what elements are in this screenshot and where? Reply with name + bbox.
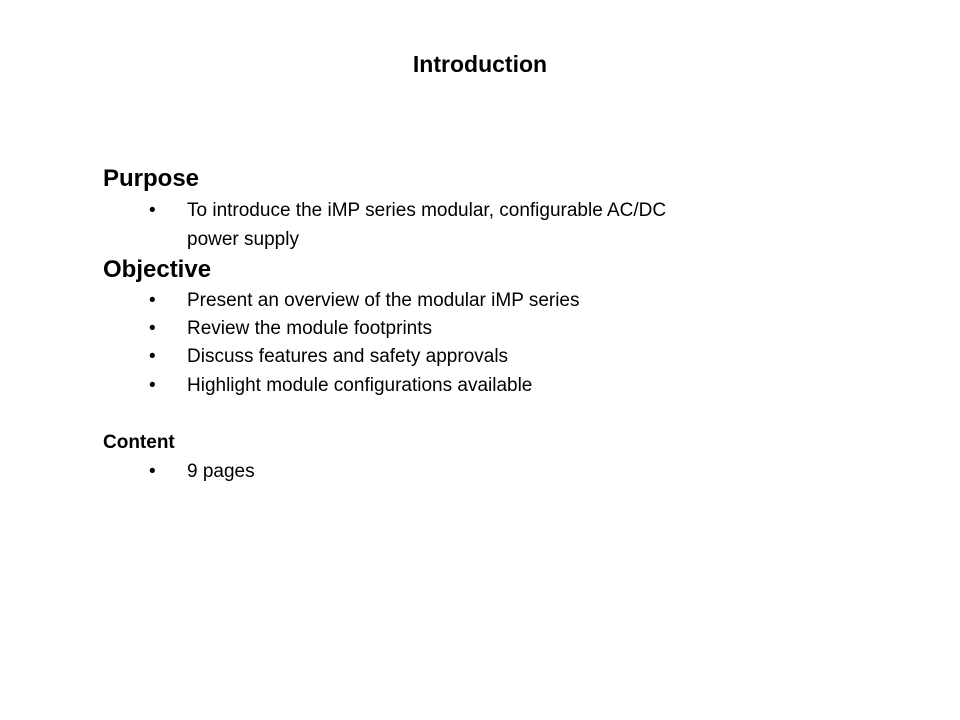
list-item-text: 9 pages [187, 461, 255, 482]
section-heading-content: Content [103, 432, 175, 453]
bullet-icon: • [149, 290, 156, 311]
bullet-icon: • [149, 461, 156, 482]
section-heading-objective: Objective [103, 256, 212, 283]
bullet-icon: • [149, 375, 156, 396]
list-item-text-continued: power supply [187, 229, 299, 250]
list-item-text: To introduce the iMP series modular, configurable AC/DC [187, 200, 667, 221]
slide-title: Introduction [412, 51, 548, 77]
list-item-text: Review the module footprints [187, 318, 433, 339]
list-item-text: Present an overview of the modular iMP series [187, 290, 580, 311]
list-item-text: Highlight module configurations available [187, 375, 533, 396]
bullet-icon: • [149, 318, 156, 339]
bullet-icon: • [149, 200, 156, 221]
bullet-icon: • [149, 346, 156, 367]
list-item-text: Discuss features and safety approvals [187, 346, 509, 367]
section-heading-purpose: Purpose [103, 165, 200, 192]
